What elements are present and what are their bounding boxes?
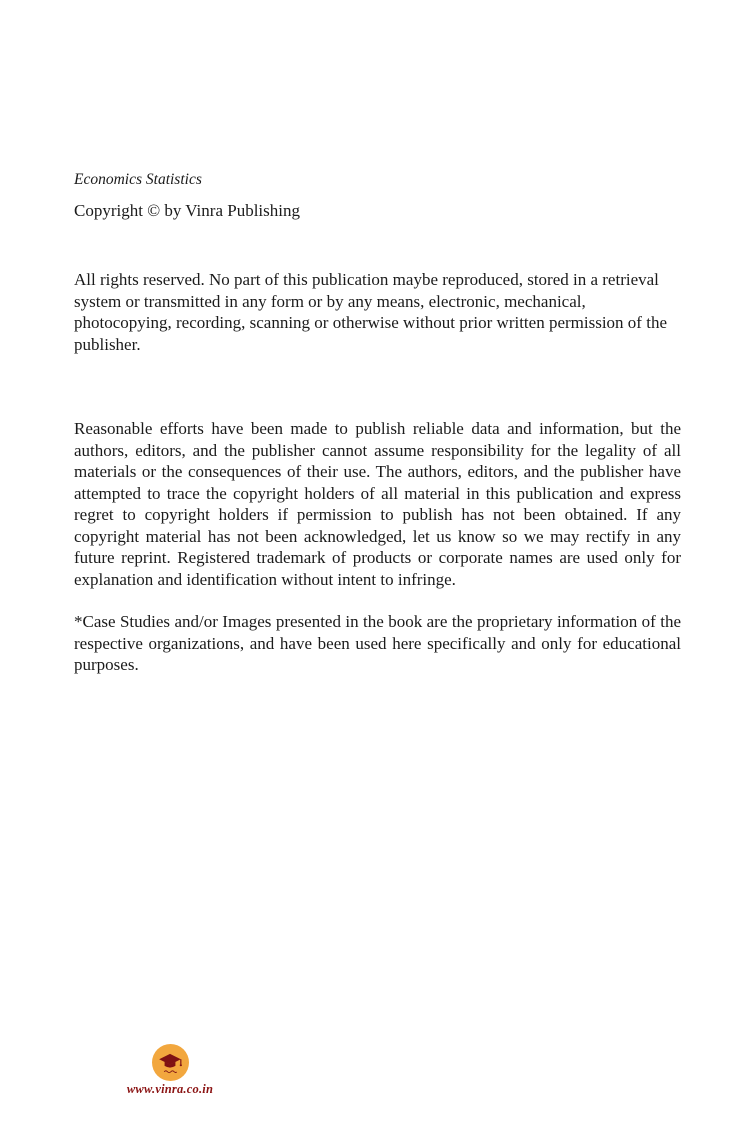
logo-circle — [152, 1044, 189, 1081]
paragraph-all-rights-reserved: All rights reserved. No part of this publication maybe reproduced, stored in a retrieval system or transmitted in any form or by any means, electronic, mechanical, photocopying, recording, scanning or otherwise without prior written permission of the publisher. — [74, 270, 667, 354]
paragraph-reasonable-efforts: Reasonable efforts have been made to publish reliable data and information, but the authors, editors, and the publisher cannot assume responsibility for the legality of all materials or the consequences of their use. The authors, editors, and the publisher have attempted to trace the copyright holders of all material in this publication and express regret to copyright holders if permission to publish has not been obtained. If any copyright material has not been acknowledged, let us know so we may rectify in any future reprint. Registered trademark of products or corporate names are used only for explanation and identification without intent to infringe. — [74, 419, 681, 589]
graduation-cap-icon — [155, 1048, 185, 1078]
copyright-line: Copyright © by Vinra Publishing — [74, 201, 300, 220]
publisher-website: www.vinra.co.in — [126, 1082, 214, 1096]
publisher-logo — [118, 1044, 222, 1097]
book-title: Economics Statistics — [74, 171, 202, 188]
paragraph-case-studies-note: *Case Studies and/or Images presented in the book are the proprietary information of the respective organizations, and have been used here specifically and only for educational purposes. — [74, 612, 681, 674]
